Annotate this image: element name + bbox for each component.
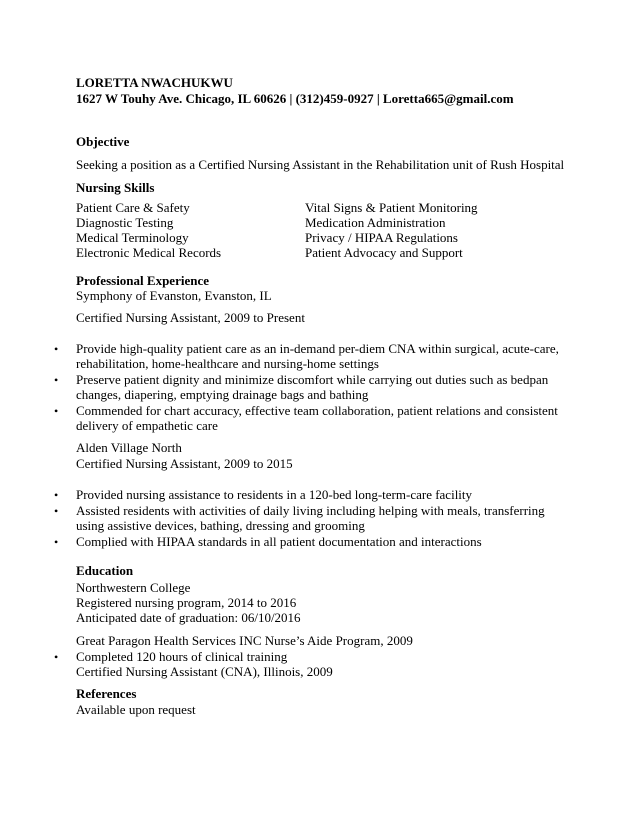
bullet-text: changes, diapering, emptying drainage bags and bathing [76, 387, 369, 402]
references-heading: References [76, 686, 137, 701]
skills-heading: Nursing Skills [76, 180, 155, 195]
bullet-text: Provided nursing assistance to residents in a 120-bed long-term-care facility [76, 487, 473, 502]
bullet-text: Preserve patient dignity and minimize discomfort while carrying out duties such as bedpan [76, 372, 549, 387]
bullet-icon: • [54, 373, 59, 387]
bullet-text: Completed 120 hours of clinical training [76, 649, 288, 664]
bullet-text: delivery of empathetic care [76, 418, 218, 433]
job-title: Certified Nursing Assistant, 2009 to Present [76, 310, 305, 325]
objective-heading: Objective [76, 134, 130, 149]
skill-item: Vital Signs & Patient Monitoring [305, 200, 478, 215]
skill-item: Patient Care & Safety [76, 200, 190, 215]
bullet-icon: • [54, 342, 59, 356]
contact-line: 1627 W Touhy Ave. Chicago, IL 60626 | (312)459-0927 | Loretta665@gmail.com [76, 91, 514, 106]
certification-line: Certified Nursing Assistant (CNA), Illinois, 2009 [76, 664, 333, 679]
bullet-icon: • [54, 404, 59, 418]
references-text: Available upon request [76, 702, 196, 717]
education-heading: Education [76, 563, 134, 578]
school-name: Great Paragon Health Services INC Nurse’s Aide Program, 2009 [76, 633, 413, 648]
bullet-text: Assisted residents with activities of daily living including helping with meals, transferring [76, 503, 545, 518]
skill-item: Diagnostic Testing [76, 215, 174, 230]
skill-item: Medication Administration [305, 215, 446, 230]
bullet-icon: • [54, 650, 59, 664]
skill-item: Medical Terminology [76, 230, 189, 245]
skill-item: Patient Advocacy and Support [305, 245, 463, 260]
objective-text: Seeking a position as a Certified Nursing Assistant in the Rehabilitation unit of Rush Hospital [76, 157, 565, 172]
school-name: Northwestern College [76, 580, 191, 595]
program-line: Registered nursing program, 2014 to 2016 [76, 595, 297, 610]
bullet-icon: • [54, 535, 59, 549]
bullet-text: rehabilitation, home-healthcare and nursing-home settings [76, 356, 379, 371]
skill-item: Electronic Medical Records [76, 245, 222, 260]
graduation-line: Anticipated date of graduation: 06/10/2016 [76, 610, 301, 625]
bullet-text: using assistive devices, bathing, dressing and grooming [76, 518, 365, 533]
bullet-text: Complied with HIPAA standards in all patient documentation and interactions [76, 534, 482, 549]
bullet-icon: • [54, 504, 59, 518]
bullet-text: Commended for chart accuracy, effective team collaboration, patient relations and consistent [76, 403, 558, 418]
employer-name: Symphony of Evanston, Evanston, IL [76, 288, 272, 303]
skill-item: Privacy / HIPAA Regulations [305, 230, 458, 245]
candidate-name: LORETTA NWACHUKWU [76, 75, 233, 90]
experience-heading: Professional Experience [76, 273, 209, 288]
bullet-text: Provide high-quality patient care as an in-demand per-diem CNA within surgical, acute-care, [76, 341, 559, 356]
employer-name: Alden Village North [76, 440, 182, 455]
job-title: Certified Nursing Assistant, 2009 to 2015 [76, 456, 293, 471]
bullet-icon: • [54, 488, 59, 502]
